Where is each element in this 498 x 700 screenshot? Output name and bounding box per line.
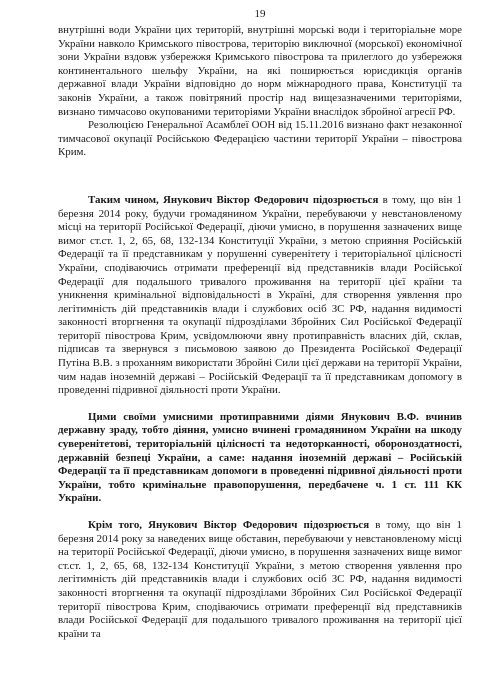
paragraph-spacer [58, 398, 462, 411]
suspicion-lead-2: Крім того, Янукович Віктор Федорович підозрюється [88, 519, 370, 531]
paragraph-spacer [58, 506, 462, 519]
paragraph-spacer [58, 160, 462, 194]
suspicion-text-2: в тому, що він 1 березня 2014 року за наведених вище обставин, перебуваючи у невстановленому місці на території Російської Федерації, діючи умисно, в порушення зазначених вище вимог ст.ст. 1, 2, 65, 68, 132-134 Конституції України, з метою створення уявлення про легітимність дій представників влади і службових осіб ЗС РФ, надання видимості законності вторгнення та окупації підрозділами Збройних Сил Російської Федерації території півострова Крим, сподіваючись отримати преференції від представників влади Російської Федерації для подальшого тривалого проживання на території цієї країни та [58, 519, 462, 640]
suspicion-lead-1: Таким чином, Янукович Віктор Федорович підозрюється [88, 193, 379, 206]
suspicion-text-1: в тому, що він 1 березня 2014 року, будучи громадянином України, перебуваючи у невстановленому місці на території Російської Федерації, діючи умисно, в порушення зазначених вище вимог ст.ст. 1, 2, 65, 68, 132-134 Конституції України, з метою сприяння Російській Федерації та її представникам у порушенні суверенітету і територіальної цілісності України, сподіваючись отримати преференції від представників влади Російської Федерації для подальшого тривалого проживання на території цієї країни та уникнення кримінальної відповідальності в Україні, для створення уявлення про легітимність дій представників влади і службових осіб ЗС РФ, надання видимості законності вторгнення та окупації підрозділами Збройних Сил Російської Федерації території півострова Крим, усвідомлюючи явну протиправність власних дій, склав, підписав та звернувся з письмовою заявою до Президента Російської Федерації Путіна В.В. з проханням використати Збройні Сили цієї держави на території України, чим надав іноземній державі – Російській Федерації та її представникам допомогу в проведенні підривної діяльності проти України. [58, 193, 462, 397]
page-number: 19 [254, 8, 266, 20]
paragraph-suspicion-2 [58, 519, 462, 641]
paragraph-suspicion-1 [58, 194, 462, 398]
paragraph-qualification: Цими своїми умисними протиправними діями Янукович В.Ф. вчинив державну зраду, тобто діяння, умисно вчинені громадянином України на шкоду суверенітетові, територіальній цілісності та недоторканності, обороноздатності, державній безпеці України, а саме: надання іноземній державі – Російській Федерації та її представникам допомоги в проведенні підривної діяльності проти України, тобто кримінальне правопорушення, передбачене ч. 1 ст. 111 КК України. [58, 410, 462, 505]
paragraph-un-resolution: Резолюцією Генеральної Асамблеї ООН від 15.11.2016 визнано факт незаконної тимчасової окупації Російською Федерацією частини території України – півострова Крим. [58, 119, 462, 159]
paragraph-territories: внутрішні води України цих територій, внутрішні морські води і територіальне море України навколо Кримського півострова, територію виключної (морської) економічної зони України вздовж узбережжя Кримського півострова та прилеглого до узбережжя континентального шельфу України, на які поширюється юрисдикція органів державної влади України відповідно до норм міжнародного права, Конституції та законів України, а також повітряний простір над вищезазначеними територіями, визнано тимчасово окупованими територіями України внаслідок збройної агресії РФ. [58, 24, 462, 118]
